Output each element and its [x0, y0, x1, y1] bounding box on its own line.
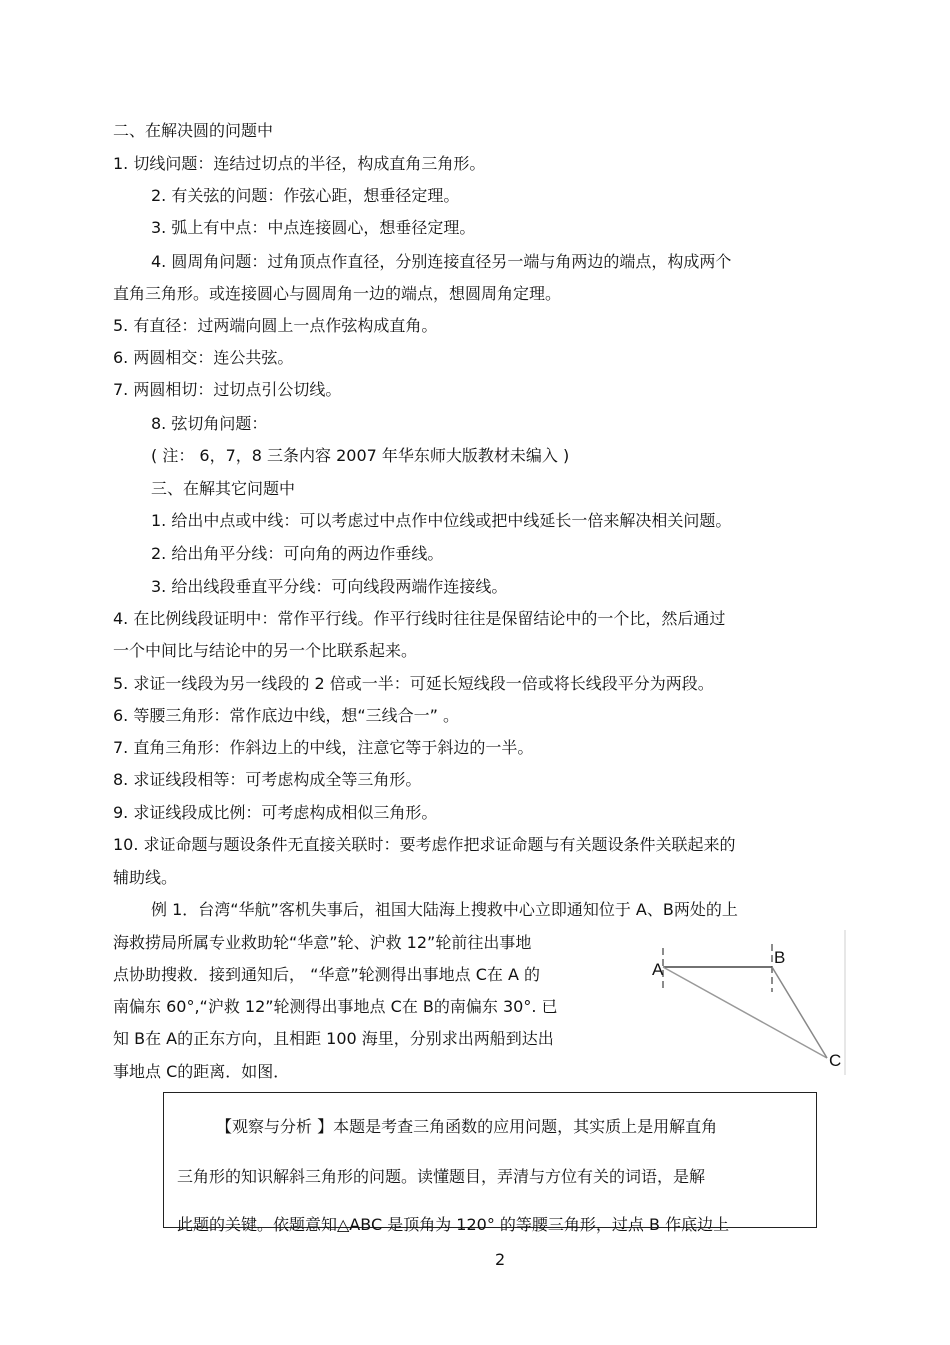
label-a: A	[652, 960, 664, 979]
analysis-box	[163, 1092, 817, 1234]
analysis-line: 【观察与分析 】本题是考查三角函数的应用问题，其实质上是用解直角	[216, 1117, 718, 1136]
list-item: 7. 直角三角形：作斜边上的中线，注意它等于斜边的一半。	[113, 738, 534, 757]
list-item: 3. 弧上有中点：中点连接圆心，想垂径定理。	[151, 218, 476, 237]
list-item: 6. 两圆相交：连公共弦。	[113, 348, 294, 367]
list-item: 2. 给出角平分线：可向角的两边作垂线。	[151, 544, 444, 563]
list-item: 3. 给出线段垂直平分线：可向线段两端作连接线。	[151, 577, 508, 596]
list-item: 10. 求证命题与题设条件无直接关联时：要考虑作把求证命题与有关题设条件关联起来的	[113, 835, 736, 854]
list-item: 2. 有关弦的问题：作弦心距，想垂径定理。	[151, 186, 460, 205]
list-item: 8. 求证线段相等：可考虑构成全等三角形。	[113, 770, 422, 789]
list-item: 7. 两圆相切：过切点引公切线。	[113, 380, 342, 399]
list-item: 6. 等腰三角形：常作底边中线，想“三线合一” 。	[113, 706, 460, 725]
list-item: 8. 弦切角问题：	[151, 414, 268, 433]
triangle-figure	[640, 930, 850, 1075]
label-b: B	[774, 948, 786, 967]
example-line: 知 B在 A的正东方向，且相距 100 海里，分别求出两船到达出	[113, 1029, 554, 1048]
section-heading-3: 三、在解其它问题中	[151, 479, 296, 498]
list-item: 1. 切线问题：连结过切点的半径，构成直角三角形。	[113, 154, 486, 173]
analysis-line: 此题的关键。依题意知△ABC 是顶角为 120° 的等腰三角形，过点 B 作底边上	[177, 1215, 730, 1234]
list-item: 5. 求证一线段为另一线段的 2 倍或一半：可延长短线段一倍或将长线段平分为两段。	[113, 674, 714, 693]
section-heading-2: 二、在解决圆的问题中	[113, 121, 274, 140]
example-line: 海救捞局所属专业救助轮“华意”轮、沪救 12”轮前往出事地	[113, 933, 532, 952]
list-item: 4. 在比例线段证明中：常作平行线。作平行线时往往是保留结论中的一个比，然后通过	[113, 609, 726, 628]
list-item: 9. 求证线段成比例：可考虑构成相似三角形。	[113, 803, 438, 822]
list-item-continuation: 一个中间比与结论中的另一个比联系起来。	[113, 641, 418, 660]
segment-bc	[772, 967, 827, 1058]
page-number: 2	[495, 1250, 506, 1269]
example-first-line: 例 1．台湾“华航”客机失事后，祖国大陆海上搜救中心立即通知位于 A、B两处的上	[151, 900, 738, 919]
list-item-continuation: 辅助线。	[113, 868, 178, 887]
list-item: 4. 圆周角问题：过角顶点作直径，分别连接直径另一端与角两边的端点，构成两个	[151, 252, 732, 271]
list-item: 5. 有直径：过两端向圆上一点作弦构成直角。	[113, 316, 438, 335]
example-line: 点协助搜救．接到通知后， “华意”轮测得出事地点 C在 A 的	[113, 965, 541, 984]
list-item-continuation: 直角三角形。或连接圆心与圆周角一边的端点，想圆周角定理。	[113, 284, 562, 303]
label-c: C	[829, 1051, 842, 1070]
list-item: 1. 给出中点或中线：可以考虑过中点作中位线或把中线延长一倍来解决相关问题。	[151, 511, 732, 530]
analysis-line: 三角形的知识解斜三角形的问题。读懂题目，弄清与方位有关的词语，是解	[177, 1167, 706, 1186]
example-line: 南偏东 60°,“沪救 12”轮测得出事地点 C在 B的南偏东 30°. 已	[113, 997, 558, 1016]
example-line: 事地点 C的距离．如图．	[113, 1062, 290, 1081]
segment-ac	[663, 967, 827, 1058]
note: ( 注： 6，7，8 三条内容 2007 年华东师大版教材未编入 )	[151, 446, 570, 465]
